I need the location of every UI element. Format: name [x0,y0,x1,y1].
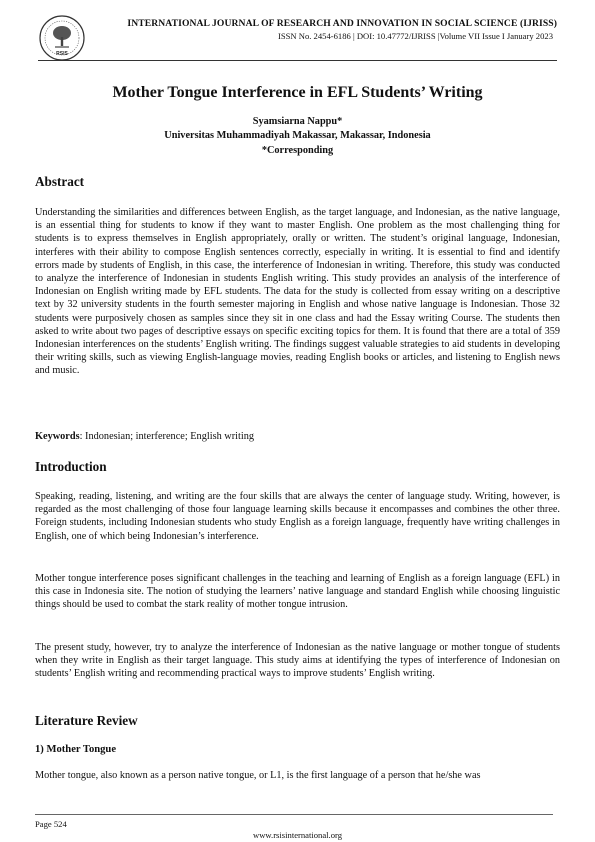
keywords-line [35,431,254,442]
paper-title: Mother Tongue Interference in EFL Students’ Writing [112,84,483,101]
introduction-paragraph-1: Speaking, reading, listening, and writing are the four skills that are always the center of language study. Writing, however, is regarded as the most challenging of those four language learning skills because it encompasses and combines the other three. Foreign students, including Indonesian students who study English as a foreign language, frequently have writing challenges in English, one of which being Indonesian’s interference. [35,491,560,542]
logo-text: RSIS [56,51,68,57]
abstract-text: Understanding the similarities and differences between English, as the target language, and Indonesian, as the native language, is an essential thing for students to know if they want to master English. One problem as the most challenging thing for students is to express themselves in English appropriately, orally or written. The student’s original language, Indonesian, interferes with their ability to compose English sentences correctly, especially in writing. It is essential to find and identify errors made by students of English, in this case, the interference of Indonesian in writing. Therefore, this study was conducted to analyze the interference of Indonesian in students English writing. This study provides an analysis of the interference of Indonesian on English writing made by EFL students. The data for the study is collected from essay writing on a descriptive text by 32 university students in the fourth semester majoring in English and whose native language is Indonesian. Those 32 students were purposively chosen as samples since they sit in one class and had the Essay writing Course. The students then asked to write about two pages of descriptive essays on specific exciting topics for them. It is found that there are a total of 359 Indonesian interferences on the students’ English writing. The findings suggest valuable strategies to aid students in developing their writing skills, such as viewing English-language movies, reading English books or articles, and listening to English news and music. [35,207,560,377]
literature-review-text: Mother tongue, also known as a person native tongue, or L1, is the first language of a person that he/she was [35,770,481,781]
author-name: Syamsiarna Nappu* [252,116,343,127]
journal-title: INTERNATIONAL JOURNAL OF RESEARCH AND INNOVATION IN SOCIAL SCIENCE (IJRISS) [127,18,557,29]
author-affiliation: Universitas Muhammadiyah Makassar, Makassar, Indonesia [164,130,431,141]
mother-tongue-subheading: 1) Mother Tongue [35,744,117,755]
introduction-heading: Introduction [35,459,107,474]
rsis-logo [38,14,86,62]
abstract-heading: Abstract [35,174,85,189]
introduction-paragraph-3: The present study, however, try to analyze the interference of Indonesian as the native language or mother tongue of students when they write in English as their target language. This study aims at identifying the types of interference of Indonesian on students’ English writing and recommending practical ways to improve students’ English writing. [35,642,560,680]
tree-icon [53,26,71,47]
introduction-paragraph-2: Mother tongue interference poses significant challenges in the teaching and learning of English as a foreign language (EFL) in this case in Indonesia site. The notion of studying the learners’ native language and standard English while choosing linguistic things should be used to combat the stark reality of mother tongue intrusion. [35,573,560,611]
literature-review-heading: Literature Review [35,713,138,728]
website-link[interactable]: www.rsisinternational.org [252,830,343,840]
corresponding-note: *Corresponding [261,145,334,156]
page-number: Page 524 [35,819,67,829]
journal-issn: ISSN No. 2454-6186 | DOI: 10.47772/IJRISS |Volume VII Issue I January 2023 [277,31,553,41]
keywords-text: : Indonesian; interference; English writing [79,431,255,442]
header-divider [38,60,557,61]
keywords-label: Keywords [35,431,80,442]
footer-divider [35,814,553,815]
